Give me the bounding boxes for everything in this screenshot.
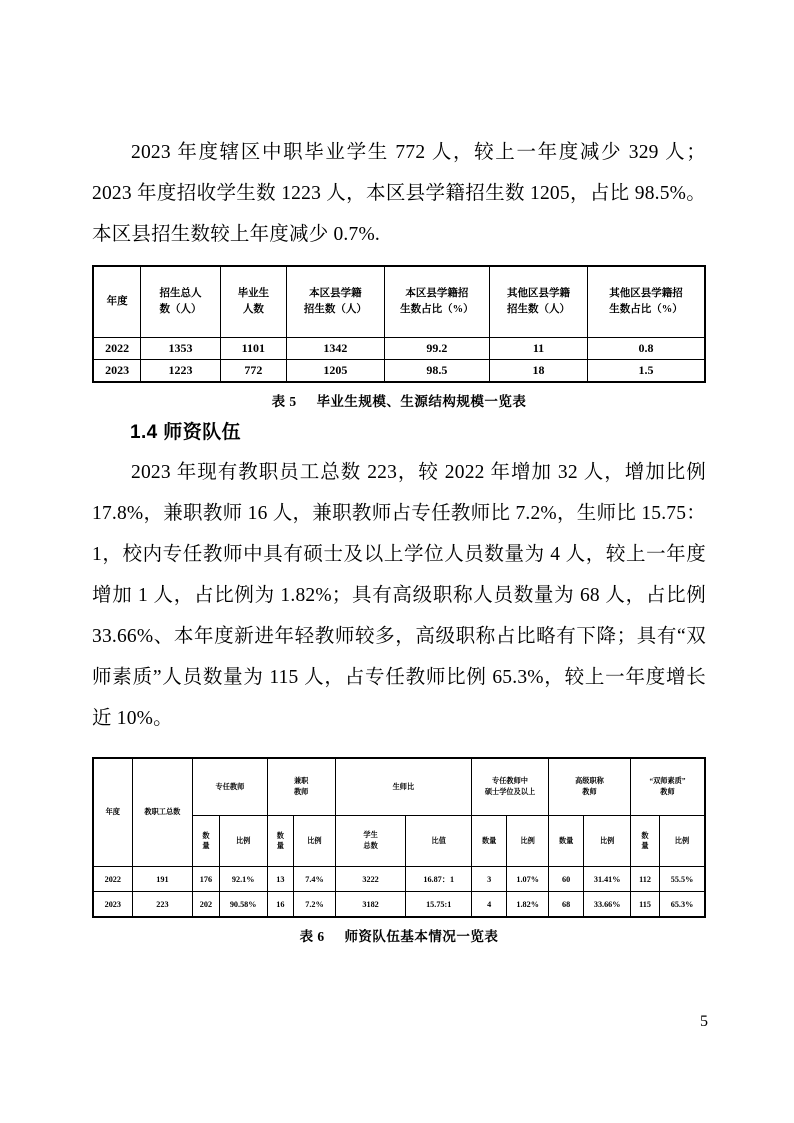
table6-subcol-student-total: 学生 总数: [335, 816, 406, 867]
table6-cell: 3222: [335, 867, 406, 892]
paragraph-enrollment: 2023 年度辖区中职毕业学生 772 人，较上一年度减少 329 人；2023 年度招收学生数 1223 人，本区县学籍招生数 1205，占比 98.5%。本区县招生数较上年度减少 0.7%.: [92, 142, 706, 245]
table5-cell: 772: [220, 360, 286, 383]
table6-cell: 112: [631, 867, 660, 892]
table5-cell: 1205: [286, 360, 384, 383]
table6-subcol-masters-count: 数量: [472, 816, 507, 867]
table5-cell: 99.2: [384, 338, 489, 360]
table6-col-staff-total: 教职工总数: [132, 758, 193, 867]
table5-cell: 1101: [220, 338, 286, 360]
table5-container: [92, 265, 706, 410]
table5-cell: 2022: [93, 338, 141, 360]
table5-col-other-percent: 其他区县学籍招 生数占比（%）: [587, 266, 705, 338]
page-content: [92, 132, 706, 945]
table-row: [93, 338, 705, 360]
table6-cell: 60: [548, 867, 583, 892]
table6-cell: 92.1%: [219, 867, 267, 892]
table6-cell: 2022: [93, 867, 132, 892]
table6-header-row-top: [93, 758, 705, 816]
table6-subcol-ratio-value: 比值: [406, 816, 472, 867]
table6-cell: 16: [267, 892, 294, 918]
table6-group-masters-degree: 专任教师中 硕士学位及以上: [472, 758, 549, 816]
table6-caption: [92, 925, 706, 945]
table-row: [93, 360, 705, 383]
table6-cell: 202: [193, 892, 220, 918]
table6-container: [92, 757, 706, 945]
table6-cell: 7.4%: [294, 867, 336, 892]
table-faculty-overview: [92, 757, 706, 918]
table5-cell: 1.5: [587, 360, 705, 383]
table6-cell: 115: [631, 892, 660, 918]
table5-col-graduates: 毕业生 人数: [220, 266, 286, 338]
table5-cell: 1223: [141, 360, 221, 383]
table5-cell: 2023: [93, 360, 141, 383]
table6-subcol-fulltime-percent: 比例: [219, 816, 267, 867]
table6-caption-label: 表 6: [299, 929, 325, 944]
table6-caption-text: 师资队伍基本情况一览表: [344, 929, 499, 944]
table6-cell: 1.07%: [507, 867, 549, 892]
table6-group-student-teacher-ratio: 生师比: [335, 758, 471, 816]
table6-cell: 1.82%: [507, 892, 549, 918]
table6-subcol-parttime-percent: 比例: [294, 816, 336, 867]
table5-col-local-percent: 本区县学籍招 生数占比（%）: [384, 266, 489, 338]
table6-col-year: 年度: [93, 758, 132, 867]
table6-cell: 31.41%: [584, 867, 631, 892]
table5-header-row: [93, 266, 705, 338]
table6-cell: 65.3%: [660, 892, 706, 918]
table5-col-other-enrolled: 其他区县学籍 招生数（人）: [490, 266, 588, 338]
table6-cell: 16.87：1: [406, 867, 472, 892]
table6-cell: 4: [472, 892, 507, 918]
table6-cell: 191: [132, 867, 193, 892]
table5-caption-text: 毕业生规模、生源结构规模一览表: [316, 394, 527, 409]
table5-col-year: 年度: [93, 266, 141, 338]
table6-group-senior-title: 高级职称 教师: [548, 758, 630, 816]
table-row: [93, 867, 705, 892]
table6-subcol-masters-percent: 比例: [507, 816, 549, 867]
table5-cell: 0.8: [587, 338, 705, 360]
table6-cell: 33.66%: [584, 892, 631, 918]
table5-col-total-enrolled: 招生总人 数（人）: [141, 266, 221, 338]
table6-cell: 55.5%: [660, 867, 706, 892]
table6-subcol-dual-count: 数 量: [631, 816, 660, 867]
table-graduate-enrollment: [92, 265, 706, 383]
table5-col-local-enrolled: 本区县学籍 招生数（人）: [286, 266, 384, 338]
table6-subcol-senior-percent: 比例: [584, 816, 631, 867]
table6-cell: 3: [472, 867, 507, 892]
table5-cell: 98.5: [384, 360, 489, 383]
table6-cell: 90.58%: [219, 892, 267, 918]
table6-subcol-parttime-count: 数 量: [267, 816, 294, 867]
table5-caption-label: 表 5: [271, 394, 297, 409]
table6-cell: 3182: [335, 892, 406, 918]
table6-cell: 68: [548, 892, 583, 918]
table5-cell: 1353: [141, 338, 221, 360]
page-number: 5: [700, 1013, 708, 1030]
table6-cell: 176: [193, 867, 220, 892]
table6-group-fulltime-teachers: 专任教师: [193, 758, 267, 816]
table5-cell: 1342: [286, 338, 384, 360]
table6-group-dual-qualified: “双师素质” 教师: [631, 758, 706, 816]
table6-subcol-senior-count: 数量: [548, 816, 583, 867]
section-heading-1-4: 1.4 师资队伍: [130, 422, 241, 443]
table6-cell: 13: [267, 867, 294, 892]
table6-cell: 15.75:1: [406, 892, 472, 918]
table5-cell: 18: [490, 360, 588, 383]
paragraph-faculty: 2023 年现有教职员工总数 223，较 2022 年增加 32 人，增加比例 17.8%，兼职教师 16 人，兼职教师占专任教师比 7.2%，生师比 15.75：1，校内专任教师中具有硕士及以上学位人员数量为 4 人，较上一年度增加 1 人，占比例为 1.82%；具有高级职称人员数量为 68 人，占比例 33.66%、本年度新进年轻教师较多，高级职称占比略有下降；具有“双师素质”人员数量为 115 人，占专任教师比例 65.3%，较上一年度增长近 10%。: [92, 462, 706, 729]
table6-subcol-dual-percent: 比例: [660, 816, 706, 867]
table5-caption: [92, 390, 706, 410]
table-row: [93, 892, 705, 918]
table6-cell: 7.2%: [294, 892, 336, 918]
table6-cell: 2023: [93, 892, 132, 918]
table6-subcol-fulltime-count: 数 量: [193, 816, 220, 867]
table5-cell: 11: [490, 338, 588, 360]
table6-group-parttime-teachers: 兼职 教师: [267, 758, 335, 816]
table6-cell: 223: [132, 892, 193, 918]
